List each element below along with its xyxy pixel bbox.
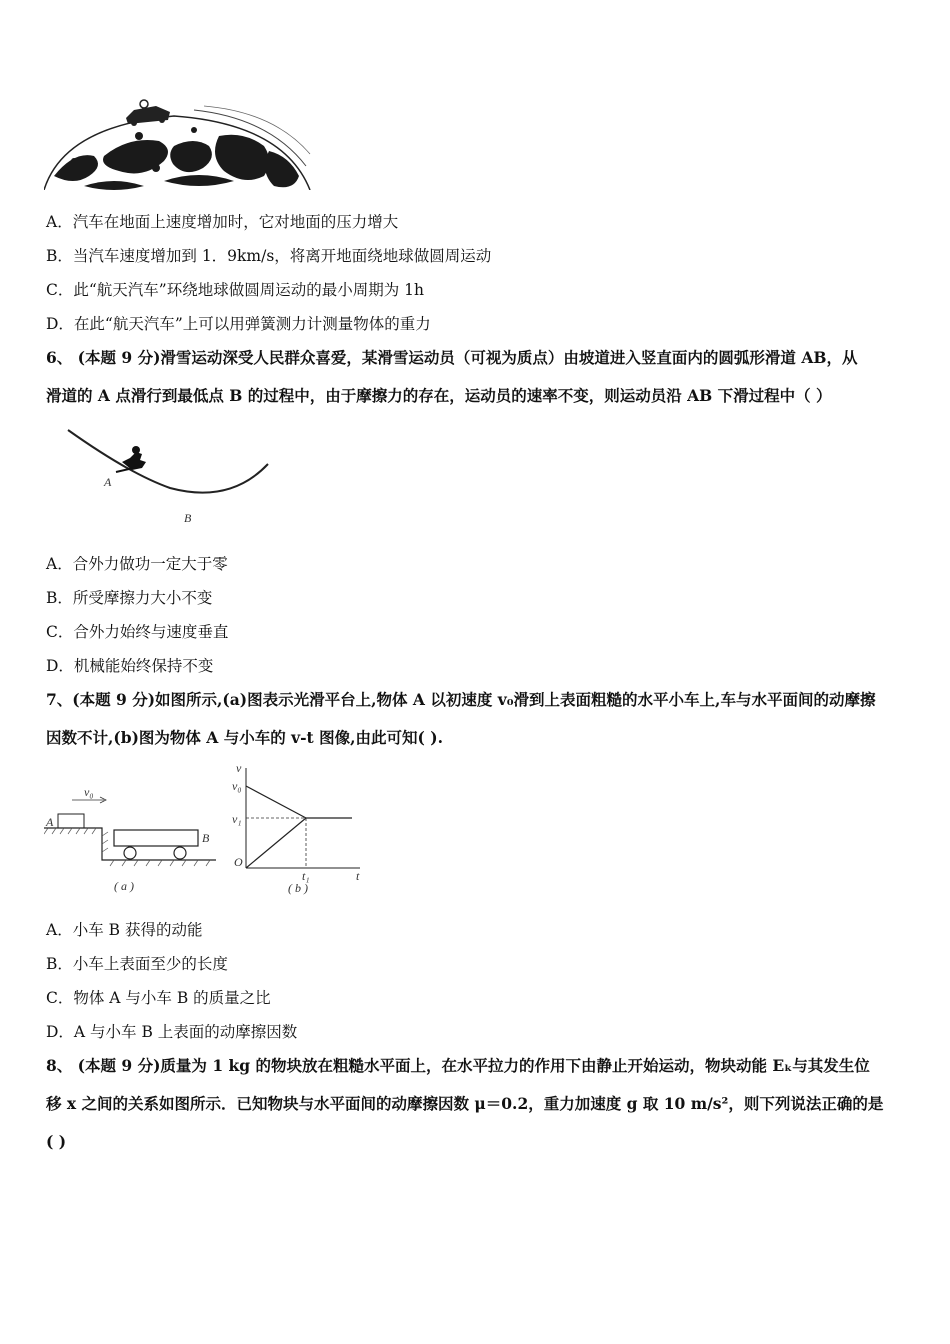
label-v0: v₀ <box>84 786 94 799</box>
origin-label: O <box>234 855 243 869</box>
q7-option-c: C．物体 A 与小车 B 的质量之比 <box>46 989 271 1007</box>
q6-option-b: B．所受摩擦力大小不变 <box>46 589 213 607</box>
label-a: A <box>104 475 112 489</box>
caption-b: ( b ) <box>288 881 308 895</box>
line-a <box>246 786 306 818</box>
q7-stem-line2: 因数不计,(b)图为物体 A 与小车的 v-t 图像,由此可知( ). <box>46 728 443 747</box>
car-icon <box>126 100 170 126</box>
q7-option-d: D．A 与小车 B 上表面的动摩擦因数 <box>46 1023 298 1041</box>
label-b: B <box>184 511 192 525</box>
tick-t1: t₁ <box>302 869 310 883</box>
q6-option-c: C．合外力始终与速度垂直 <box>46 623 229 641</box>
q6-stem-line2: 滑道的 A 点滑行到最低点 B 的过程中，由于摩擦力的存在，运动员的速率不变，则运动员沿 AB 下滑过程中（ ） <box>46 386 832 405</box>
q6-stem-line1: 6、 (本题 9 分)滑雪运动深受人民群众喜爱，某滑雪运动员（可视为质点）由坡道进入竖直面内的圆弧形滑道 AB，从 <box>46 348 858 367</box>
axis-v-label: v <box>236 761 242 775</box>
q5-option-a: A．汽车在地面上速度增加时，它对地面的压力增大 <box>46 213 399 231</box>
line-b <box>246 818 306 868</box>
caption-a: ( a ) <box>114 879 134 893</box>
tick-v1: v₁ <box>232 812 242 826</box>
q7-option-b: B．小车上表面至少的长度 <box>46 955 228 973</box>
skier-icon <box>116 446 146 472</box>
q5-option-d: D．在此“航天汽车”上可以用弹簧测力计测量物体的重力 <box>46 315 431 333</box>
earth-car-figure <box>44 96 312 190</box>
q5-option-b: B．当汽车速度增加到 1．9km/s，将离开地面绕地球做圆周运动 <box>46 247 492 265</box>
q5-option-c: C．此“航天汽车”环绕地球做圆周运动的最小周期为 1h <box>46 281 424 299</box>
tick-v0: v₀ <box>232 779 242 793</box>
q7-option-a: A．小车 B 获得的动能 <box>46 921 203 939</box>
label-b: B <box>202 831 210 845</box>
label-a: A <box>46 815 54 829</box>
ski-slope-figure <box>60 424 276 528</box>
axis-t-label: t <box>356 869 360 883</box>
q6-option-a: A．合外力做功一定大于零 <box>46 555 228 573</box>
platform-cart-figure <box>44 786 224 898</box>
q6-option-d: D．机械能始终保持不变 <box>46 657 214 675</box>
q7-stem-line1: 7、(本题 9 分)如图所示,(a)图表示光滑平台上,物体 A 以初速度 v₀滑到上表面粗糙的水平小车上,车与水平面间的动摩擦 <box>46 690 876 709</box>
q8-stem-line2: 移 x 之间的关系如图所示．已知物块与水平面间的动摩擦因数 μ＝0.2，重力加速度 g 取 10 m/s²，则下列说法正确的是 <box>46 1094 884 1113</box>
vt-graph-figure <box>228 760 364 898</box>
q8-stem-line3: ( ) <box>46 1132 67 1151</box>
q8-stem-line1: 8、 (本题 9 分)质量为 1 kg 的物块放在粗糙水平面上，在水平拉力的作用下由静止开始运动，物块动能 Eₖ与其发生位 <box>46 1056 870 1075</box>
